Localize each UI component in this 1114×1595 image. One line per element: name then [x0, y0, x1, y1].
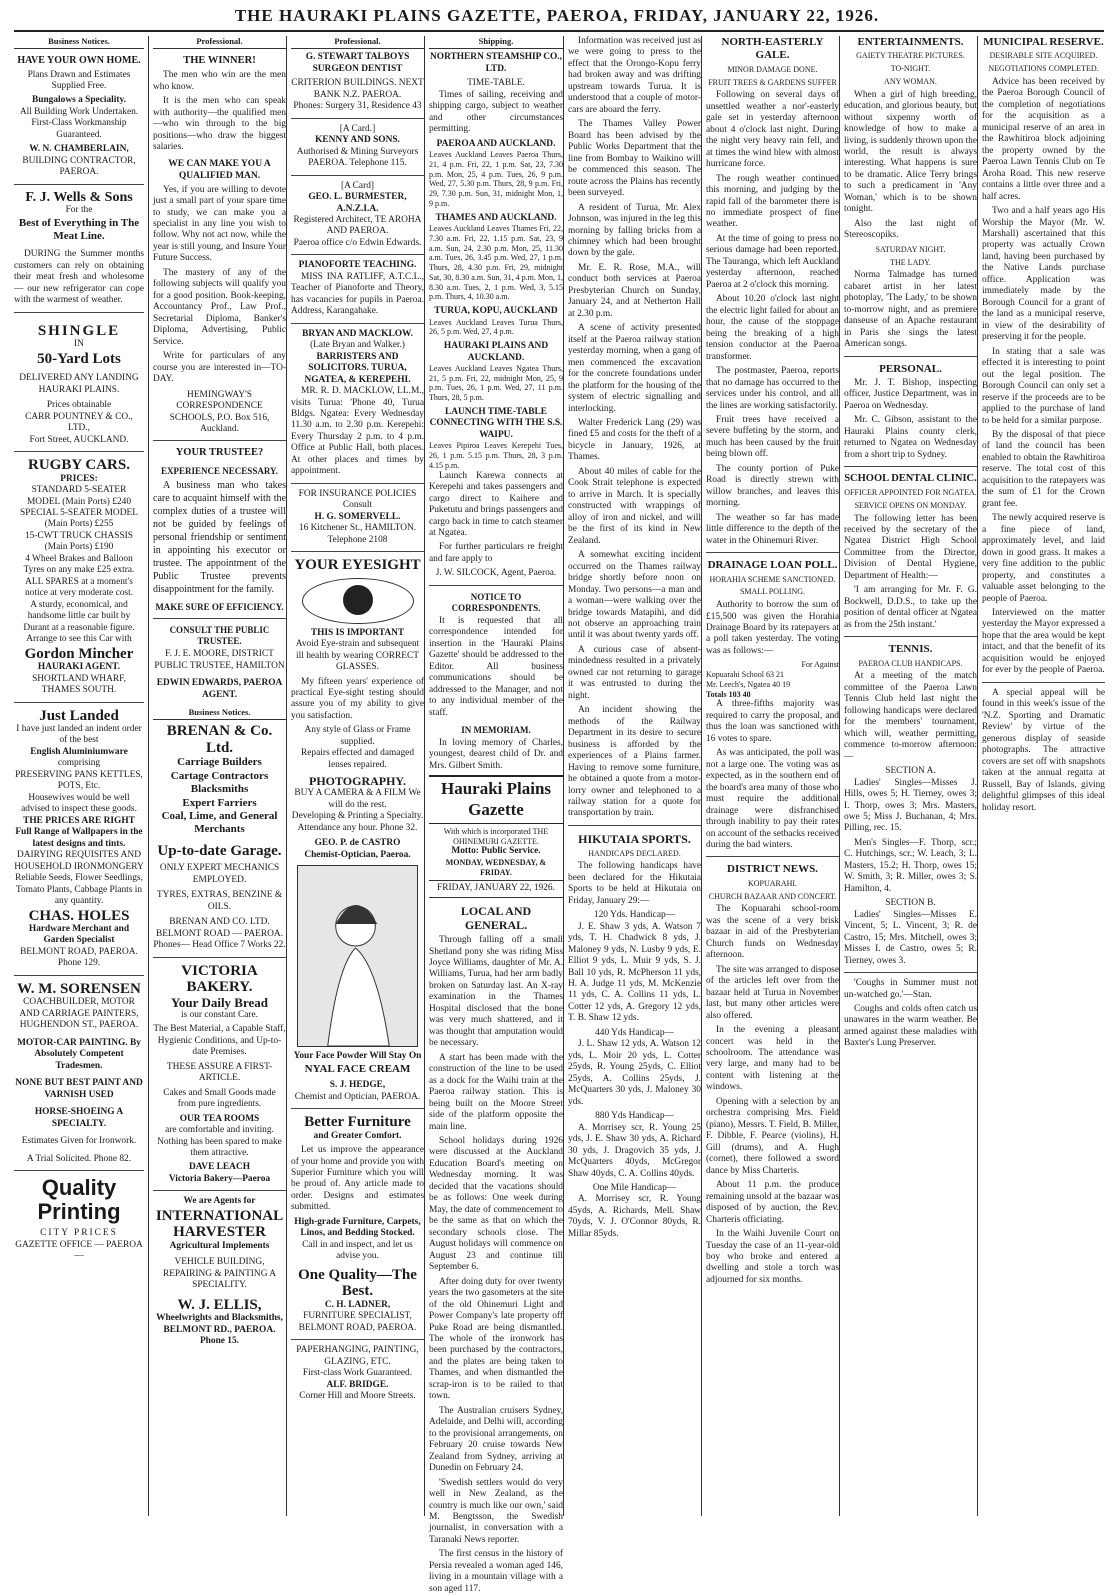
article-title: SCHOOL DENTAL CLINIC. [844, 473, 977, 485]
ad-name: W. M. SORENSEN [17, 980, 141, 997]
article-body: It is requested that all correspondence intended for insertion in the 'Hauraki Plains Gazette' should be addressed to the Editor. All business communications should be addressed to the Manager, and not to any individual member of the staff. [429, 615, 563, 718]
ad-text: PRICES: [60, 473, 98, 484]
article-body: A special appeal will be found in this week's issue of the 'N.Z. Sporting and Dramatic Review' by virtue of the generous display of seaside photographs. The attractive covers are set off with snapshots taken at the annual regatta at Russell, Bay of Islands, giving delightful glimpses of this ideal holiday resort. [982, 687, 1105, 813]
ad-text: Phones— Head Office 7 Works 22. [153, 940, 286, 951]
timetable: Leaves Auckland Leaves Ngatea Thurs, 21, 5 p.m. Fri, 22, midnight Mon, 25, 9 p.m. Tues, 26, 1 p.m. Wed, 27, 11 p.m. Thurs, 28, 5 p.m. [429, 363, 563, 403]
article-subtitle: SATURDAY NIGHT. [875, 244, 946, 254]
event-entries: A. Morrisey scr, R. Young 45yds, A. Richards, Mell. Shaw 70yds, V. J. O'Connor 80yds, R. Millar 85yds. [568, 1194, 701, 1239]
ad-text: CITY PRICES [40, 1228, 118, 1239]
section-label: SECTION B. [885, 898, 936, 909]
article-title: TENNIS. [888, 643, 933, 656]
article-body: Authority to borrow the sum of £15,500 was given the Horahia Drainage Board by its ratepayers at a poll taken yesterday. The voting was as follows:— [706, 600, 839, 656]
ad-body: Yes, if you are willing to devote just a small part of your spare time to study, we can make you a specialist in any line you wish to follow. Why not act now, while the year is still young, and Insure Your Future Success. [153, 184, 286, 264]
ad-body: Times of sailing, receiving and shipping cargo, subject to weather and other circumstances permitting. [429, 89, 563, 135]
ad-text: Cartage Contractors [170, 769, 269, 782]
ad-name: W. J. ELLIS, [177, 1296, 262, 1313]
article-body: Fruit trees have received a severe buffeting by the storm, and much has been caused by the fruit being blown off. [706, 414, 839, 460]
article-subtitle: NEGOTIATIONS COMPLETED. [988, 64, 1099, 74]
ad-text: [A Card] [340, 180, 375, 191]
ad-title: HAVE YOUR OWN HOME. [17, 55, 141, 67]
illustration-woman [297, 865, 418, 1047]
ad-text: IN [74, 339, 84, 350]
article-body: About 10.20 o'clock last night the electric light failed for about an hour, the cause of the stoppage being the breaking of a high tension conductor at the Paeroa transformer. [706, 294, 839, 362]
ad-text: DAIRYING REQUISITES AND HOUSEHOLD IRONMONGERY [14, 850, 144, 872]
article-title: NOTICE TO CORRESPONDENTS. [451, 591, 541, 613]
ad-text: CARR POUNTNEY & CO., LTD., [25, 411, 133, 434]
ad-text: Hardware Merchant and Garden Specialist [28, 924, 130, 946]
ad-name: W. N. CHAMBERLAIN, [29, 144, 129, 155]
article-body: Mr. C. Gibson, assistant to the Hauraki Plains county clerk, returned to Ngatea on Wednesday from a short trip to Sydney. [844, 415, 977, 460]
ad-text: comprising [57, 758, 101, 769]
ad-text: Phones: Surgery 31, Residence 43 [293, 101, 422, 112]
ad-text: and Greater Comfort. [313, 1130, 402, 1141]
ad-text: For the [65, 205, 93, 216]
article-subtitle: MINOR DAMAGE DONE. [727, 64, 818, 74]
article-body: Opening with a selection by an orchestra comprising Mrs. Field (piano), Messrs. T. Field, B. Miller, F. Dibble, F. Pearce (violins), H. Gill (drums), and A. Hugh (cornet), there followed a sword dance by Miss Charteris. [706, 1096, 839, 1176]
article-body: As was anticipated, the poll was not a large one. The voting was as expected, as in the southern end of the board's area many of those who must require the additional drainage were disfranchised through inability to pay their rates on account of the setbacks received during the bad winters. [706, 748, 840, 850]
ad-text: Coal, Lime, and General Merchants [161, 809, 278, 836]
ad-text: Corner Hill and Moore Streets. [299, 1391, 416, 1402]
article-subtitle: HORAHIA SCHEME SANCTIONED. [709, 574, 836, 584]
article-body: In the Waihi Juvenile Court on Tuesday the case of an 11-year-old boy who broke and entered a dwelling and stole a torch was adjourned for six months. [706, 1229, 839, 1285]
ad-title: INTERNATIONAL HARVESTER [155, 1207, 284, 1241]
article-body: Advice has been received by the Paeroa Borough Council of the completion of negotiations for the acquisition as a municipal reserve of an area in the Rawhitiroa block adjoining the property owned by the Paeroa Lawn Tennis Club on Te Aroha Road. This new reserve contains a little over three and a half acres. [982, 76, 1105, 202]
ad-subtitle: EXPERIENCE NECESSARY. [161, 466, 278, 477]
ad-title: THE WINNER! [183, 55, 256, 67]
ad-body: For further particulars re freight and fare apply to [429, 542, 563, 564]
ad-text: Housewives would be well advised to inspect these goods. [21, 792, 137, 815]
ad-text: First-class Work Guaranteed. [302, 1368, 413, 1379]
article-body: Ladies' Singles—Misses E. Vincent, 5; L. Vincent, 3; R. de Castro, 15; Mrs. Mitchell, owes 3; Misses I. de Castro, owes 5; R. Tierney, owes 3. [844, 909, 977, 966]
masthead-rule [14, 30, 1104, 32]
column-shipping [424, 36, 567, 1594]
event-title: 440 Yds Handicap— [595, 1027, 674, 1038]
ad-text: BARRISTERS AND SOLICITORS. TURUA, NGATEA, & KEREPEHI. [304, 351, 411, 385]
ad-text: We are Agents for [183, 1196, 256, 1207]
ad-text: BRENAN AND CO. LTD. BELMONT ROAD — PAEROA. [155, 917, 284, 939]
ad-text: HORSE-SHOEING A SPECIALTY. [34, 1107, 124, 1129]
ad-text: is our constant Care. [180, 1009, 259, 1020]
column-professional-2 [286, 36, 428, 1516]
ad-text: COACHBUILDER, MOTOR AND CARRIAGE PAINTERS, HUGHENDON ST., PAEROA. [19, 997, 139, 1031]
ad-text: Registered Architect, TE AROHA AND PAEROA. [293, 214, 422, 237]
ad-name: S. J. HEDGE, [329, 1080, 386, 1091]
ad-text: The Best Material, a Capable Staff, Hygienic Conditions, and Up-to-date Premises. [153, 1024, 286, 1058]
article-subtitle: ANY WOMAN. [884, 76, 937, 86]
column-professional [148, 36, 290, 1516]
ad-name: BRENAN & Co. Ltd. [166, 723, 273, 756]
section-header: Shipping. [429, 36, 563, 49]
advertisement: Coughs and colds often catch us unawares in the warm weather. Be armed against these maladies with Baxter's Lung Preserver. [844, 1004, 977, 1049]
paper-motto: Motto: Public Service. [451, 846, 541, 857]
ad-text: F. J. E. MOORE, DISTRICT PUBLIC TRUSTEE, HAMILTON [154, 649, 285, 671]
ad-name: C. H. LADNER, [324, 1299, 391, 1310]
article-body: The newly acquired reserve is a fine piece of land, approximately level, and laid down in good grass. It makes a very fine addition to the public property, and constitutes a valuable asset belonging to the people of Paeroa. [982, 513, 1105, 604]
event-entries: A. Morrisey scr, R. Young 25 yds, J. E. Shaw 30 yds, A. Richard 30 yds, J. Dragovich 35 yds, J. McQuarters 40yds, McGregor Shaw 40yds, C. A. Collins 40yds. [568, 1122, 701, 1179]
ad-text: BUY A CAMERA & A FILM We will do the rest. [294, 788, 421, 810]
ad-title: YOUR TRUSTEE? [175, 447, 264, 459]
ad-subtitle: WE CAN MAKE YOU A QUALIFIED MAN. [168, 159, 271, 182]
ad-text: PRESERVING PANS KETTLES, POTS, Etc. [15, 769, 143, 792]
ad-text: SHORTLAND WHARF, THAMES SOUTH. [32, 673, 126, 696]
ad-text: Best of Everything in The Meat Line. [18, 216, 140, 243]
ad-name: ALF. BRIDGE. [326, 1379, 389, 1390]
ad-text: NONE BUT BEST PAINT AND VARNISH USED [15, 1078, 143, 1100]
event-entries: J. E. Shaw 3 yds, A. Watson 7 yds, T. H. Chadwick 8 yds, J. Maloney 9 yds, N. Lusby 9 yds, E. Elliot 9 yds, L. Muir 9 yds, S. J. Ball 10 yds, R. McPherson 11 yds, H. A. Judge 11 yds, M. McKenzie 11 yds, C. A. Collins 11 yds, L. Cotter 12 yds, A. Gregory 12 yds, T. B. Shaw 12 yds. [568, 921, 701, 1024]
article-subtitle: HANDICAPS DECLARED. [588, 848, 681, 858]
eye-icon [302, 578, 414, 624]
ad-body: It is the men who can speak with authority—the qualified men—who win through to the big positions—who draw the biggest salaries. [153, 96, 286, 152]
ad-text: EDWIN EDWARDS, PAEROA AGENT. [156, 678, 283, 700]
ad-text: DAVE LEACH [188, 1162, 251, 1173]
timetable: Leaves Auckland Leaves Paeroa Thurs, 21, 4 p.m. Fri, 22, 1 p.m. Sat, 23, 7.30 p.m. Mon, 25, 4 p.m. Tues, 26, 9 p.m. Wed, 27, 5.30 p.m. Thurs, 28, 9 p.m. Fri, 29, 7.30 p.m. Sun, 31, midnight Mon, 1, 9 p.m. [429, 150, 563, 208]
ad-body: A business man who takes care to acquaint himself with the complex duties of a trustee will not be guided by feelings of personal friendship or sentiment in appointing his executor or trustee. The appointment of the Public Trustee prevents disappointment for the family. [153, 480, 286, 596]
article-body: At a meeting of the match committee of the Paeroa Lawn Tennis Club held last night the following handicaps were declared for the members' tournament, which will, weather permitting, commence to-morrow afternoon:— [844, 671, 977, 762]
ad-text: 15-CWT TRUCK CHASSIS (Main Ports) £190 [24, 530, 133, 553]
ad-text: J. W. SILCOCK, Agent, Paeroa. [435, 568, 557, 579]
article-body: A scene of activity presented itself at the Paeroa railway station yesterday morning, when a gang of men commenced the excavation for the concrete foundations under the platform for the housing of the system of electric signalling and interlocking. [568, 323, 701, 414]
article-body: A somewhat exciting incident occurred on the Thames railway bridge shortly before noon on Monday. Two persons—a man and a woman—were walking over the bridge towards Matapihi, and did not observe an approaching train until it was about twenty yards off. [568, 550, 701, 641]
article-title: PERSONAL. [879, 362, 942, 375]
ad-text: SPECIAL 5-SEATER MODEL (Main Ports) £255 [20, 507, 138, 530]
ad-text: First-Class Workmanship Guaranteed. [31, 118, 127, 140]
ad-body: My fifteen years' experience of practical Eye-sight testing should assure you of my ability to give you satisfaction. [291, 676, 424, 721]
ad-text: All Building Work Undertaken. [19, 106, 139, 117]
article-body: Norma Talmadge has turned cabaret artist in her latest photoplay, 'The Lady,' to be shown to-morrow night, and as premiere danseuse of an Apache restaurant in Paris she sings the latest American songs. [844, 270, 977, 350]
ad-text: Your Face Powder Will Stay On [293, 1051, 422, 1062]
ad-subtitle: MAKE SURE OF EFFICIENCY. [155, 602, 284, 613]
article-body: 'Swedish settlers would do very well in New Zealand, as the country is much like our own,' said M. Bengtsson, the Swedish journalist, in conversation with a Taranaki News reporter. [429, 1477, 563, 1545]
article-title: HIKUTAIA SPORTS. [578, 831, 691, 846]
article-body: The Australian cruisers Sydney, Adelaide, and Delhi will, according to the provisional arrangements, on February 20 cruise towards New Zealand from Sydney, arriving at Dunedin on February 24. [429, 1405, 563, 1474]
section-header: Business Notices. [153, 707, 286, 720]
ad-subtitle: PAEROA AND AUCKLAND. [436, 138, 556, 149]
ad-body: Launch Karewa connects at Kerepehi and takes passengers and cargo direct to Kaihere and Puketutu and brings passengers and cargo back in time to catch steamer at Ngatea. [429, 470, 563, 538]
column-business-notices [14, 36, 148, 1516]
ad-text: Fort Street, AUCKLAND. [29, 434, 129, 445]
article-subtitle: CHURCH BAZAAR AND CONCERT. [708, 891, 837, 901]
article-subtitle: SMALL POLLING. [739, 587, 806, 597]
article-subtitle: SERVICE OPENS ON MONDAY. [854, 500, 967, 510]
ad-text: OUR TEA ROOMS [179, 1113, 260, 1124]
article-body: A three-fifths majority was required to carry the proposal, and thus the loan was sanctioned with 16 votes to spare. [706, 699, 839, 744]
poll-table-row: Mr. Leech's, Ngatea 40 19 [706, 679, 791, 689]
article-body: Also the last night of Stereoscopiks. [844, 218, 977, 241]
ad-text: High-grade Furniture, Carpets, Linos, and Bedding Stocked. [294, 1216, 421, 1239]
ad-text: are comfortable and inviting. Nothing has been spared to make them attractive. [157, 1125, 282, 1159]
article-body: Mr. J. T. Bishop, inspecting officer, Justice Department, was in Paeroa on Wednesday. [844, 377, 977, 411]
article-subtitle: GAIETY THEATRE PICTURES. [856, 51, 965, 61]
ad-text: [A Card.] [339, 123, 376, 134]
article-title: DRAINAGE LOAN POLL. [707, 559, 838, 572]
ad-text: THIS IS IMPORTANT [310, 627, 405, 638]
ad-text: Avoid Eye-strain and subsequent ill health by wearing CORRECT GLASSES. [295, 639, 420, 673]
ad-text: HEMINGWAY'S CORRESPONDENCE SCHOOLS, P.O. Box 516, Auckland. [169, 389, 270, 434]
ad-name: BRYAN AND MACKLOW. [302, 328, 413, 339]
poll-table-total: Totals 103 40 [706, 689, 751, 699]
paper-subtitle: With which is incorporated THE OHINEMURI GAZETTE. [443, 826, 549, 846]
ad-subtitle: CONSULT THE PUBLIC TRUSTEE. [169, 625, 270, 647]
ad-text: Paeroa office c/o Edwin Edwards. [293, 237, 422, 248]
ad-title: 50-Yard Lots [37, 350, 121, 367]
ad-name: G. STEWART TALBOYS SURGEON DENTIST [305, 52, 410, 74]
ad-text: Repairs effected and damaged lenses repaired. [300, 748, 415, 770]
ad-text: Bungalows a Speciality. [31, 95, 127, 106]
article-body: The site was arranged to dispose of the articles left over from the bazaar held at Turua in November last, but many other articles were also offered. [706, 964, 839, 1021]
article-subtitle: FRUIT TREES & GARDENS SUFFER [708, 77, 837, 87]
article-body: Information was received just as we were going to press to the effect that the Orongo-Kopu ferry had broken away and was drifting upstream towards Turua. It is understood that a couple of motor-cars are aboard the ferry. [568, 36, 701, 115]
ad-text: Estimates Given for Ironwork. [21, 1136, 137, 1147]
article-body: A resident of Turua, Mr. Alex Johnson, was injured in the leg this morning by falling bricks from a chimney which had been brought down by the gale. [568, 202, 701, 259]
ad-text: Chemist and Optician, PAEROA. [294, 1091, 421, 1102]
ad-text: Call in and inspect, and let us advise you. [302, 1239, 413, 1262]
article-body: Two and a half years ago His Worship the Mayor (Mr. W. Marshall) ascertained that this property was actually Crown land, having been purchased by the Native Lands purchase office. Application was immediately made by the Borough Council for a grant of the land as a municipal reserve, in view of the desirability of preserving it for the people. [982, 206, 1105, 343]
ad-body: MISS INA RATLIFF, A.T.C.L., Teacher of Pianoforte and Theory, has vacancies for pupils in Paeroa. Address, Karangahake. [291, 271, 424, 317]
ad-title: One Quality—The Best. [298, 1266, 417, 1300]
article-body: When a girl of high breeding, education, and glorious beauty, but without sixpenny worth of knowledge of how to make a living, is suddenly thrown upon the world, the result is always interesting. What happens is sure to be dramatic. Alice Terry brings to such a predicament in 'Any Woman,' which is to be shown tonight. [844, 89, 977, 215]
ad-name: Gordon Mincher [24, 645, 134, 662]
article-title: LOCAL AND GENERAL. [460, 903, 532, 933]
article-title: MUNICIPAL RESERVE. [983, 36, 1104, 48]
ad-text: Full Range of Wallpapers in the latest designs and tints. [15, 827, 143, 849]
ad-text: Victoria Bakery—Paeroa [168, 1173, 271, 1184]
ad-text: Prices obtainable [46, 400, 112, 411]
article-body: By the disposal of that piece of land the council has been enabled to obtain the Rawhitiroa reserve. The total cost of this acquisition to the ratepayers was the sum of £1 for the Crown grant fee. [982, 429, 1105, 509]
section-header: Professional. [291, 36, 424, 49]
ad-name: H. G. SOMERVELL. [314, 511, 401, 522]
article-body: Interviewed on the matter yesterday the Mayor expressed a hope that the area would be kept intact, and that the benefit of its acquisition would be enjoyed for ever by the people of Paeroa. [982, 608, 1105, 676]
article-body: 'I am arranging for Mr. F. G. Bockwell, D.D.S., to take up the position of dental officer at Ngatea as from the 25th instant.' [844, 585, 977, 630]
ad-text: PAPERHANGING, PAINTING, GLAZING, ETC. [296, 1345, 419, 1367]
ad-text: ONLY EXPERT MECHANICS EMPLOYED. [159, 863, 280, 885]
article-title: NORTH-EASTERLY GALE. [721, 36, 824, 62]
article-body: The first census in the history of Persia revealed a woman aged 146, living in a mountain village with a son aged 117. [429, 1549, 563, 1594]
ad-text: BELMONT ROAD, PAEROA. Phone 129. [20, 946, 138, 969]
article-body: The following handicaps have been declared for the Hikutaia Sports to be held at Hikutaia on Friday, January 29:— [568, 861, 701, 906]
column-local-news [563, 36, 705, 1516]
article-body: Ladies' Singles—Misses J. Hills, owes 5; H. Tierney, owes 3; I. Thorp, owes 3; Mrs. Masters, owe 5; Miss J. Buchanan, 4; Mrs. Pilling, rec. 15. [844, 777, 977, 834]
ad-text: 4 Wheel Brakes and Balloon Tyres on any make £25 extra. [23, 553, 135, 576]
article-body: The county portion of Puke Road is directly strewn with willow branches, and leaves this morning. [706, 463, 839, 509]
paper-nameplate: Hauraki Plains Gazette [429, 775, 563, 823]
ad-title: VICTORIA BAKERY. [181, 962, 258, 996]
article-body: At the time of going to press no serious damage had been reported. The Tauranga, which left Auckland yesterday afternoon, reached Paeroa at 2 o'clock this morning. [706, 233, 839, 290]
article-body: In loving memory of Charles, youngest, dearest child of Dr. and Mrs. Gilbert Smith. [429, 737, 563, 771]
ad-text: Authorised & Mining Surveyors PAEROA. Telephone 115. [296, 146, 419, 169]
ad-text: STANDARD 5-SEATER MODEL (Main Ports) £240 [26, 485, 132, 507]
ad-title: Just Landed [39, 707, 119, 724]
article-body: In the evening a pleasant concert was held in the schoolroom. The attendance was very large, and many had to be content with listening at the windows. [706, 1025, 839, 1093]
poll-table-header: For Against [801, 660, 839, 670]
ad-body: Write for particulars of any course you are interested in—TO-DAY. [153, 351, 286, 385]
event-entries: J. L. Shaw 12 yds, A. Watson 12 yds, L. Moir 20 yds, L. Cotter 25yds, R. Young 25yds, C. Elliot 25yds, A. Collins 25yds, J. McQuarters 30 yds, J. Maloney 30 yds. [568, 1039, 701, 1107]
ad-text: I have just landed an indent order of the best [16, 724, 142, 746]
ad-title: SHINGLE [37, 322, 121, 339]
ad-text: Carriage Builders [177, 756, 262, 769]
ad-body: DURING the Summer months customers can rely on obtaining their meat fresh and wholesome — our new refrigerator can cope with the warmest of weather. [14, 249, 144, 306]
article-subtitle: TO-NIGHT. [890, 64, 931, 74]
article-body: The postmaster, Paeroa, reports that no damage has occurred to the services under his control, and all the lines are working satisfactorily. [706, 366, 839, 411]
article-body: About 11 p.m. the produce remaining unsold at the bazaar was disposed of by auction, the Rev. Charteris officiating. [706, 1180, 839, 1225]
paper-date: FRIDAY, JANUARY 22, 1926. [429, 880, 563, 897]
ad-text: Arrange to see this Car with [26, 634, 132, 645]
article-body: School holidays during 1926 were discussed at the Auckland Education Board's meeting on Wednesday morning. It was decided that the vacations should be as follows: One week during May, the date of commencement to be the same as that on which the secondary schools close. The August holidays will commence on August 23 and continue till September 6. [429, 1136, 563, 1273]
article-subtitle: OFFICER APPOINTED FOR NGATEA. [844, 488, 977, 498]
ad-text: BUILDING CONTRACTOR, PAEROA. [22, 155, 136, 178]
article-body: The rough weather continued this morning, and judging by the rapid fall of the barometer there is no immediate prospect of fine weather. [706, 173, 839, 230]
ad-title: PHOTOGRAPHY. [308, 774, 406, 789]
section-label: SECTION A. [885, 766, 936, 777]
ad-subtitle: TURUA, KOPU, AUCKLAND [434, 306, 558, 317]
ad-text: CRITERION BUILDINGS. NEXT BANK N.Z. PAEROA. [291, 78, 424, 100]
timetable: Leaves Pipiroa Leaves Kerepehi Tues, 26, 1 p.m. 5.15 p.m. Thurs, 28, 3 p.m. 4.15 p.m. [429, 441, 563, 470]
ad-text: THE PRICES ARE RIGHT [23, 815, 135, 826]
ad-text: HAURAKI AGENT. [37, 662, 121, 673]
ad-title: Better Furniture [304, 1114, 411, 1131]
section-header: Business Notices. [14, 36, 144, 49]
ad-text: A Trial Solicited. Phone 82. [26, 1153, 132, 1164]
ad-name: KENNY AND SONS. [315, 135, 400, 146]
ad-text: MOTOR-CAR PAINTING. By Absolutely Competent Tradesmen. [17, 1037, 141, 1071]
ad-title: YOUR EYESIGHT [294, 557, 421, 574]
ad-text: Cakes and Small Goods made from pure ingredients. [163, 1087, 276, 1110]
ad-name: CHAS. HOLES [28, 907, 130, 924]
ad-body: The mastery of any of the following subjects will qualify you for a good position. Book-keeping, Accountancy Prof., Law Prof., Secretarial Diploma, Banker's Diploma, Advertising, Public Service. [153, 267, 286, 347]
ad-name: GEO. P. de CASTRO [314, 838, 401, 849]
ad-text: FURNITURE SPECIALIST, BELMONT ROAD, PAEROA. [298, 1311, 417, 1333]
ad-title: Up-to-date Garage. [157, 842, 282, 859]
ad-subtitle: THAMES AND AUCKLAND. [435, 212, 557, 223]
article-body: The Kopuarahi school-room was the scene of a very brisk bazaar in aid of the Presbyterian Church funds on Wednesday afternoon. [706, 904, 839, 961]
article-body: Through falling off a small Shetland pony she was riding Miss Joyce Williams, daughter of Mr. A. Williams, Turua, had her arm badly broken on Saturday last. An X-ray examination in the Thames Hospital disclosed that the bone was very much shattered, and it was thought that amputation would be necessary. [429, 935, 563, 1049]
ad-text: TIME-TABLE. [467, 78, 525, 89]
advertisement: 'Coughs in Summer must not un-watched go.'—Stan. [844, 978, 977, 1000]
ad-text: THESE ASSURE A FIRST-ARTICLE. [166, 1061, 273, 1084]
ad-text: DELIVERED ANY LANDING HAURAKI PLAINS. [19, 373, 139, 395]
masthead: THE HAURAKI PLAINS GAZETTE, PAEROA, FRIDAY, JANUARY 22, 1926. [234, 6, 880, 25]
article-subtitle: THE LADY. [890, 257, 931, 267]
ad-text: English Aluminiumware [30, 746, 128, 757]
section-header: Professional. [153, 36, 286, 49]
ad-title: NYAL FACE CREAM [304, 1062, 411, 1075]
ad-text: BELMONT RD., PAEROA. Phone 15. [163, 1324, 276, 1347]
ad-text: (Late Bryan and Walker.) [310, 340, 405, 351]
article-subtitle: KOPUARAHI. [747, 878, 798, 888]
article-title: IN MEMORIAM. [461, 725, 531, 736]
ad-text: Plans Drawn and Estimates Supplied Free. [27, 69, 131, 92]
ad-subtitle: HAURAKI PLAINS AND AUCKLAND. [443, 341, 549, 363]
article-body: After doing duty for over twenty years the two gasometers at the site of the old Ohinemuri Light and Power Company's late property off Puke Road are being dismantled. The whole of the ironwork has been purchased by the contractors, and the plates are being taken to Thames, and when dismantled the scrap-iron is to be railed to that town. [429, 1276, 563, 1402]
ad-text: Reliable Seeds, Flower Seedlings, Tomato Plants, Cabbage Plants in any quantity. [15, 873, 143, 907]
ad-text: Blacksmiths [190, 783, 249, 796]
article-subtitle: PAEROA CLUB HANDICAPS. [858, 658, 963, 668]
article-body: About 40 miles of cable for the Cook Strait telephone is expected to arrive in March. It is specially constructed with wrappings of alloy of iron and nickel, and will be the first of its kind in New Zealand. [568, 466, 701, 546]
ad-body: Let us improve the appearance of your home and provide you with Superior Furniture which you will be proud of. Any article made to order. Designs and estimates submitted. [291, 1145, 424, 1213]
ad-text: GAZETTE OFFICE — PAEROA — [15, 1239, 143, 1262]
article-subtitle: DESIRABLE SITE ACQUIRED. [989, 51, 1098, 61]
ad-title: RUGBY CARS. [28, 457, 130, 474]
paper-days: MONDAY, WEDNESDAY, & FRIDAY. [445, 857, 547, 877]
article-body: In stating that a sale was effected it is interesting to point out the legal position. The Borough Council can only set a reserve if the proceeds are to be applied to the purchase of land to be held for a similar purpose. [982, 346, 1105, 426]
ad-text: FOR INSURANCE POLICIES Consult [298, 488, 417, 511]
article-title: ENTERTAINMENTS. [857, 36, 964, 48]
article-body: The Thames Valley Power Board has been advised by the Public Works Department that the line from Bombay to Waikino will be commenced this season. The route across the Plains has recently been surveyed. [568, 119, 701, 199]
ad-text: ALL SPARES at a moment's notice at very moderate cost. [24, 576, 134, 599]
event-title: One Mile Handicap— [592, 1182, 677, 1193]
ad-text: A sturdy, economical, and handsome little car built by Durant at a reasonable figure. [23, 599, 135, 633]
ad-text: Expert Farriers [182, 796, 257, 809]
ad-body: The men who win are the men who know. [153, 70, 286, 92]
article-body: The following letter has been received by the secretary of the Ngatea District High School Committee from the Director, Division of Dental Hygiene, Department of Health:— [844, 513, 977, 581]
poll-table-row: Kopuarahi School 63 21 [706, 670, 784, 680]
ad-subtitle: LAUNCH TIME-TABLE CONNECTING WITH THE S.S. WAIPU. [429, 406, 563, 440]
ad-title: PIANOFORTE TEACHING. [298, 260, 417, 271]
column-entertainments [839, 36, 981, 1516]
ad-body: MR. R. D. MACKLOW, LL.M., visits Turua: 'Phone 40, Turua Bldgs. Ngatea: Every Wednesday 11.30 a.m. to 2.30 p.m. Kerepehi: Every Thursday 2 p.m. to 4 p.m. Office at Public Hall, both places. At other places and times by appointment. [291, 386, 424, 477]
article-title: DISTRICT NEWS. [727, 863, 818, 876]
ad-title: NORTHERN STEAMSHIP CO., LTD. [430, 52, 562, 74]
article-body: Following on several days of unsettled weather a nor'-easterly gale set in yesterday afternoon about 4 o'clock last night. During the night very heavy rain fell, and at times the wind blew with almost hurricane force. [706, 90, 839, 170]
ad-name: GEO. L. BURMESTER, A.N.Z.I.A. [308, 192, 407, 214]
article-body: A start has been made with the construction of the line to be used as a dock for the Waihi train at the Paeroa railway station. This is being built on the Moore Street side of the platform opposite the main line. [429, 1052, 563, 1132]
ad-text: Any style of Glass or Frame supplied. [304, 725, 411, 747]
article-body: The weather so far has made little difference to the depth of the water in the Ohinemuri River. [706, 512, 839, 546]
event-title: 120 Yds. Handicap— [593, 910, 676, 921]
column-gale-news [701, 36, 843, 1516]
ad-name: F. J. Wells & Sons [25, 189, 133, 205]
timetable: Leaves Auckland Leaves Turua Thurs, 26, 5 p.m. Wed, 27, 4 p.m. [429, 317, 563, 337]
ad-text: Wheelwrights and Blacksmiths, [156, 1313, 283, 1324]
ad-text: Agricultural Implements [169, 1240, 270, 1251]
ad-text: 16 Kitchener St., HAMILTON. Telephone 2108 [298, 523, 417, 545]
ad-text: TYRES, EXTRAS, BENZINE & OILS. [156, 890, 283, 912]
article-body: Men's Singles—F. Thorp, scr.; C. Hutchings, scr.; W. Leach, 3; L. Masters, 15.2; H. Thorp, owes 15; W. Smith, 3; R. Miller, owes 3; S. Hamilton, 4. [844, 837, 977, 894]
ad-text: Your Daily Bread [170, 994, 269, 1010]
ad-title: Quality Printing [37, 1175, 121, 1225]
ad-text: VEHICLE BUILDING, REPAIRING & PAINTING A SPECIALITY. [162, 1257, 277, 1291]
article-body: Mr. E. R. Rose, M.A., will conduct both services at Paeroa Presbyterian Church on Sunday, January 24, and at Netherton Hall at 2.30 p.m. [568, 262, 701, 319]
column-municipal [977, 36, 1109, 1516]
article-body: An incident showing the methods of the Railway Department in its desire to secure business is afforded by the experiences of a Plains farmer. Having to remove some furniture, he obtained a quote from a motor-lorry owner and telephoned to a railway station for a quote for transportation by train. [568, 705, 701, 819]
event-title: 880 Yds Handicap— [595, 1111, 674, 1122]
ad-text: Developing & Printing a Specialty. Attendance any hour. Phone 32. [291, 811, 424, 833]
article-body: Walter Frederick Lang (29) was fined £5 and costs for the theft of a bicycle in January, 1926, at Thames. [568, 418, 701, 463]
ad-text: Chemist-Optician, Paeroa. [304, 849, 411, 860]
article-body: A curious case of absent-mindedness resulted in a privately owned car not returning to garage it was entrusted to during the night. [568, 644, 701, 701]
timetable: Leaves Auckland Leaves Thames Fri, 22, 7.30 a.m. Fri, 22, 1.15 p.m. Sat, 23, 9 a.m. Sun, 24, 2.30 p.m. Mon, 25, 11.30 a.m. Tues, 26, 3.45 p.m. Wed, 27, 1 p.m. Thurs, 28, 4.30 p.m. Fri, 29, midnight Sat, 30, 8.30 a.m. Sun, 31, 4 p.m. Mon, 1, 8.30 a.m. Tues, 2, 1 p.m. Wed, 3, 5.15 p.m. Thurs, 4, 10.30 a.m. [429, 224, 563, 302]
